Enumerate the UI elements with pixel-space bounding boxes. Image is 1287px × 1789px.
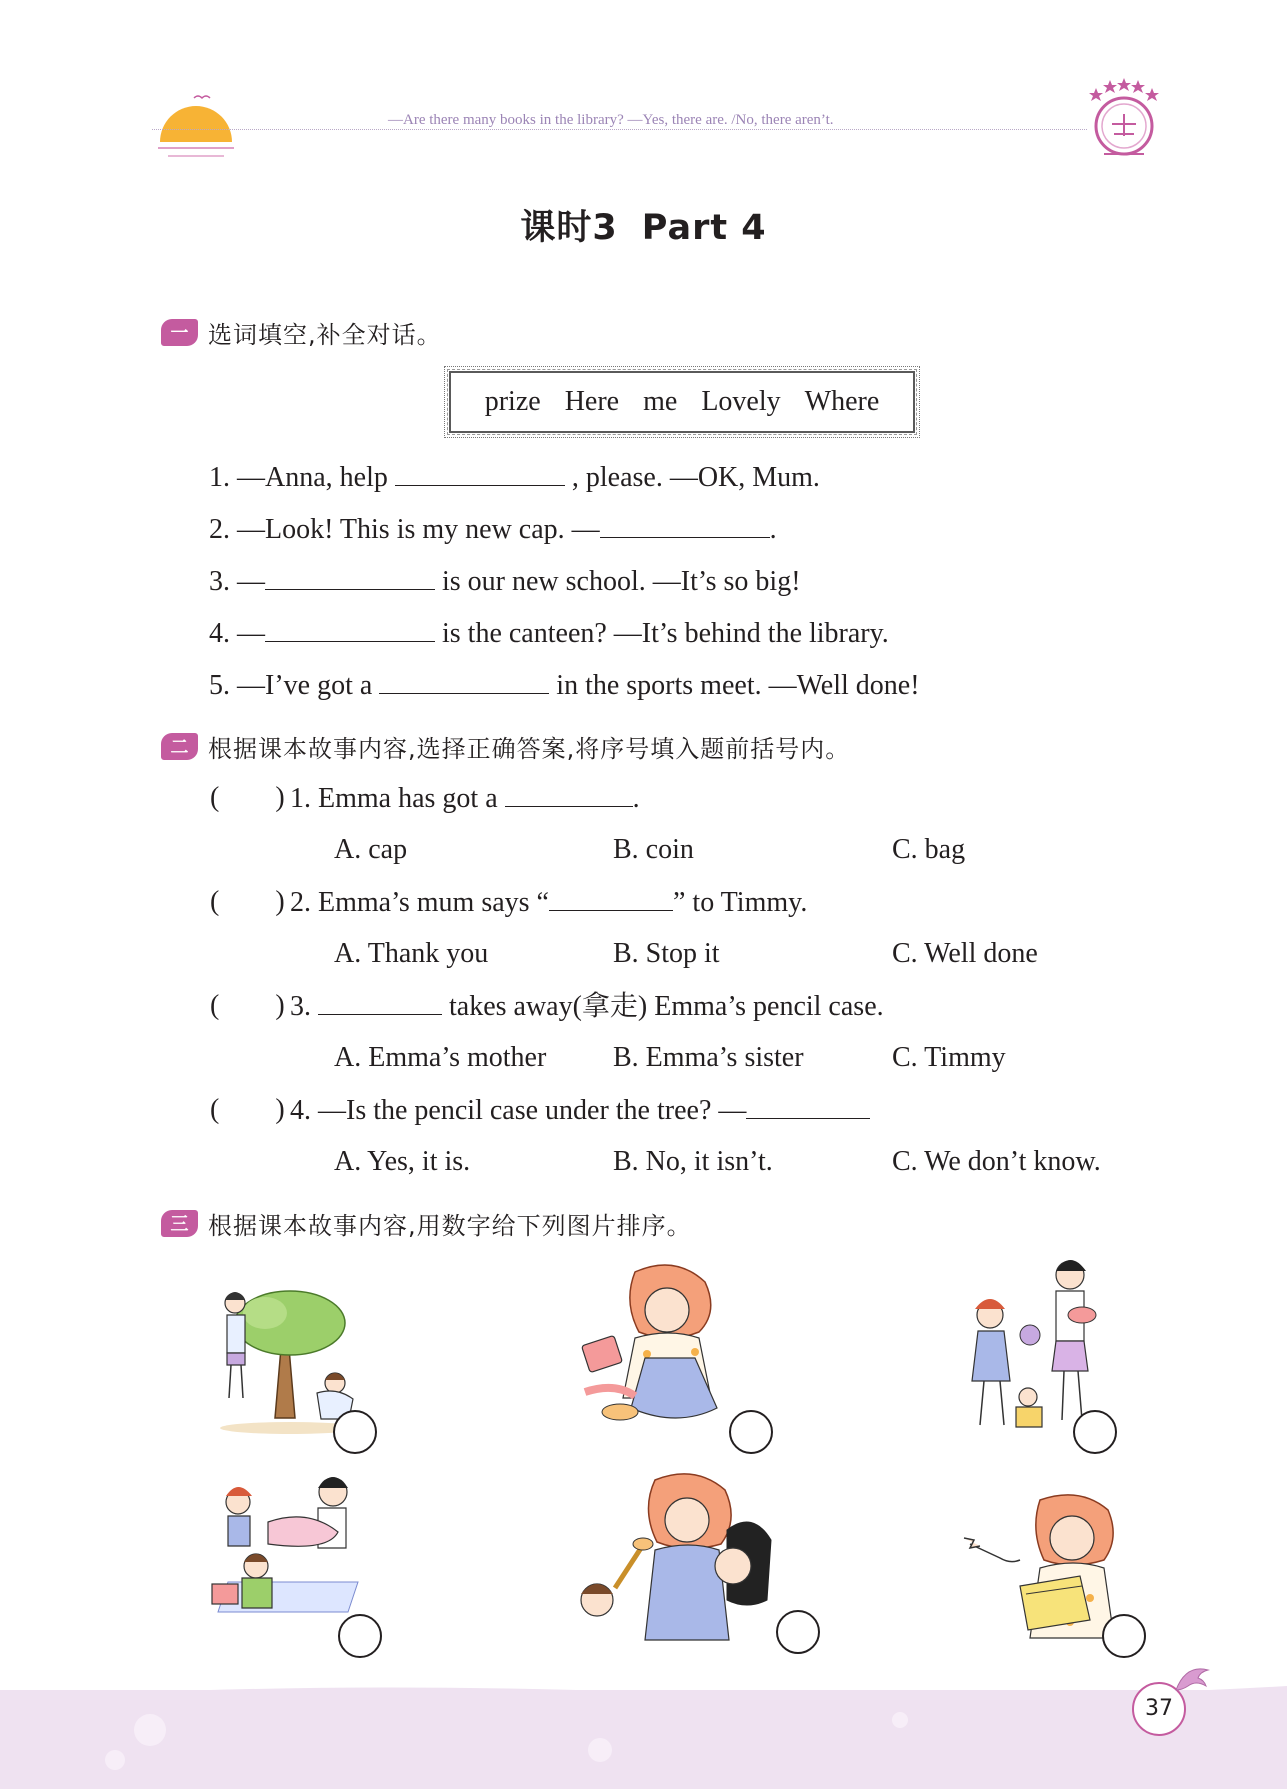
question-text: —Is the pencil case under the tree? —	[311, 1095, 747, 1126]
brand-logo-icon	[1082, 76, 1162, 162]
lesson-label: 课时3	[520, 208, 618, 248]
option-a[interactable]: A. cap	[334, 834, 408, 865]
option-c[interactable]: C. We don’t know.	[892, 1146, 1101, 1177]
answer-bracket[interactable]	[210, 988, 285, 1024]
answer-blank[interactable]	[265, 563, 435, 590]
fill-item-3	[209, 563, 801, 600]
question-text	[311, 991, 318, 1022]
question-4	[290, 1092, 870, 1129]
fill-item-text: 3. —	[209, 566, 265, 597]
fill-item-text: in the sports meet. —Well done!	[549, 670, 920, 701]
word-bank-box	[449, 371, 915, 433]
page-title	[0, 200, 1287, 250]
section-1-instruction: 选词填空,补全对话。	[208, 320, 442, 349]
story-picture-picnic	[208, 1472, 368, 1642]
answer-blank[interactable]	[600, 511, 770, 538]
fill-item-text: is our new school. —It’s so big!	[435, 566, 801, 597]
word-bank-item: Here	[564, 386, 620, 417]
section-1-badge: 一	[161, 319, 198, 346]
section-3-instruction: 根据课本故事内容,用数字给下列图片排序。	[208, 1211, 692, 1240]
answer-blank[interactable]	[265, 615, 435, 642]
bracket-close: )	[275, 990, 285, 1021]
option-a[interactable]: A. Thank you	[334, 938, 489, 969]
section-2-badge: 二	[161, 733, 198, 760]
question-3	[290, 988, 884, 1025]
fill-item-text: , please. —OK, Mum.	[564, 462, 820, 493]
fill-item-text: 1. —Anna, help	[209, 462, 395, 493]
option-b[interactable]: B. coin	[613, 834, 694, 865]
story-picture-emma-sitting	[575, 1262, 760, 1442]
answer-bracket[interactable]	[210, 1092, 285, 1128]
order-circle[interactable]	[729, 1410, 773, 1454]
option-c[interactable]: C. Well done	[892, 938, 1038, 969]
fill-item-text: is the canteen? —It’s behind the library.	[435, 618, 889, 649]
question-1	[290, 780, 640, 817]
fill-item-text: 5. —I’ve got a	[209, 670, 380, 701]
question-text: Emma’s mum says “	[311, 887, 549, 918]
dolphin-icon	[1172, 1660, 1212, 1700]
part-label: Part 4	[641, 208, 767, 248]
page-number: 37	[1132, 1682, 1186, 1736]
option-b[interactable]: B. No, it isn’t.	[613, 1146, 773, 1177]
option-c[interactable]: C. Timmy	[892, 1042, 1006, 1073]
footer-bubbles-icon	[0, 1690, 1287, 1789]
question-text: ” to Timmy.	[672, 887, 808, 918]
question-number: 2.	[290, 887, 311, 918]
fill-item-text: 4. —	[209, 618, 265, 649]
order-circle[interactable]	[333, 1410, 377, 1454]
footer-band	[0, 1690, 1287, 1789]
bracket-open: (	[210, 782, 220, 813]
sunset-icon	[158, 90, 234, 166]
option-b[interactable]: B. Emma’s sister	[613, 1042, 804, 1073]
bracket-open: (	[210, 886, 220, 917]
question-number: 1.	[290, 783, 311, 814]
question-2	[290, 884, 807, 921]
fill-item-5	[209, 667, 920, 704]
bracket-open: (	[210, 990, 220, 1021]
answer-bracket[interactable]	[210, 884, 285, 920]
story-picture-mum-timmy	[575, 1470, 790, 1645]
question-number: 4.	[290, 1095, 311, 1126]
order-circle[interactable]	[776, 1610, 820, 1654]
option-b[interactable]: B. Stop it	[613, 938, 720, 969]
fill-item-text: .	[769, 514, 777, 545]
answer-blank	[318, 988, 442, 1015]
answer-blank	[746, 1092, 870, 1119]
section-3-badge: 三	[161, 1210, 198, 1237]
answer-blank[interactable]	[379, 667, 549, 694]
question-text: .	[632, 783, 640, 814]
bracket-close: )	[275, 1094, 285, 1125]
bracket-close: )	[275, 782, 285, 813]
word-bank-item: Where	[804, 386, 880, 417]
word-bank-item: Lovely	[701, 386, 781, 417]
answer-blank[interactable]	[395, 459, 565, 486]
order-circle[interactable]	[1073, 1410, 1117, 1454]
section-3-header	[161, 1208, 692, 1238]
fill-item-4	[209, 615, 889, 652]
bracket-close: )	[275, 886, 285, 917]
section-2-header	[161, 731, 850, 761]
fill-item-2	[209, 511, 777, 548]
question-number: 3.	[290, 991, 311, 1022]
question-text: takes away(拿走) Emma’s pencil case.	[442, 991, 884, 1022]
option-c[interactable]: C. bag	[892, 834, 966, 865]
header-divider	[152, 129, 1087, 130]
question-text: Emma has got a	[311, 783, 505, 814]
header-sentence: —Are there many books in the library? —Yes, there are. /No, there aren’t.	[388, 112, 834, 128]
answer-bracket[interactable]	[210, 780, 285, 816]
answer-blank	[549, 884, 673, 911]
word-bank-item: prize	[484, 386, 541, 417]
bracket-open: (	[210, 1094, 220, 1125]
fill-item-1	[209, 459, 820, 496]
answer-blank	[505, 780, 633, 807]
option-a[interactable]: A. Yes, it is.	[334, 1146, 471, 1177]
word-bank-item: me	[643, 386, 678, 417]
section-2-instruction: 根据课本故事内容,选择正确答案,将序号填入题前括号内。	[208, 734, 851, 763]
option-a[interactable]: A. Emma’s mother	[334, 1042, 547, 1073]
section-1-header	[161, 317, 442, 347]
fill-item-text: 2. —Look! This is my new cap. —	[209, 514, 600, 545]
